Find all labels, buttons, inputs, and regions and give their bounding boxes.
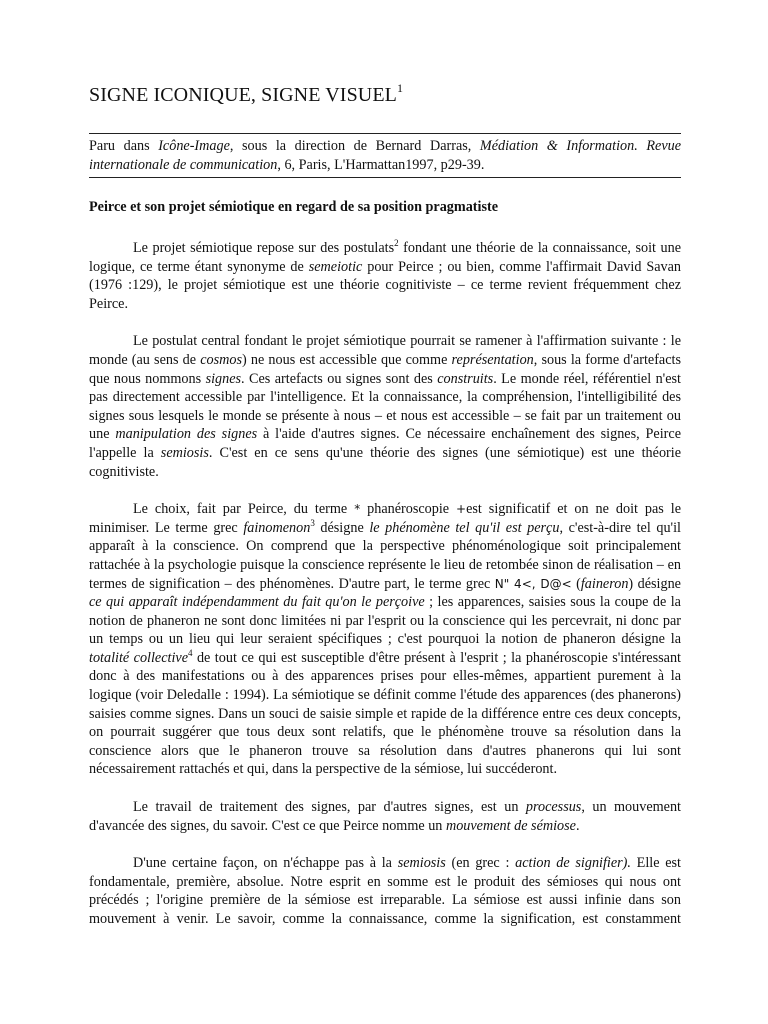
document-page: [89, 82, 681, 929]
publication-info: Paru dans Icône-Image, sous la direction de Bernard Darras, Médiation & Information. Revue internationale de communication, 6, Paris, L'Harmattan1997, p29-39.: [89, 138, 682, 173]
bottom-rule: [89, 177, 681, 178]
footnote-ref-4[interactable]: 4: [188, 647, 193, 658]
section-heading: Peirce et son projet sémiotique en regard de sa position pragmatiste: [89, 199, 499, 215]
paragraph-2: Le postulat central fondant le projet sémiotique pourrait se ramener à l'affirmation suivante : le monde (au sens de cosmos) ne nous est accessible que comme représentation, sous la forme d'artefacts que nous nommons signes. Ces artefacts ou signes sont des construits. Le monde réel, référentiel n'est pas directement accessible par l'intelligence. Et la connaissance, la compréhension, l'intelligibilité des signes sous lesquels le monde se présente à nous – et nous est accessible – se fait par un traitement ou une manipulation des signes à l'aide d'autres signes. Ce nécessaire enchaînement des signes, Peirce l'appelle la semiosis. C'est en ce sens qu'une théorie des signes (une sémiotique) est une théorie cognitiviste.: [89, 333, 682, 480]
paragraph-5: D'une certaine façon, on n'échappe pas à la semiosis (en grec : action de signifier). Elle est fondamentale, première, absolue. Notre esprit en somme est le produit des sémioses qui nous ont précédés ; l'origine première de la sémiose est irreparable. La sémiose est aussi infinie dans son mouvement à venir. Le savoir, comme la connaissance, comme la signification, est constamment: [89, 855, 681, 927]
open-quote-glyph: *: [354, 502, 361, 517]
paragraph-1: Le projet sémiotique repose sur des postulats$^2$ fondant une théorie de la connaissance, soit une logique, ce terme étant synonyme de semeiotic pour Peirce ; ou bien, comme l'affirmait David Savan (1976 :129), le projet sémiotique est une théorie cognitiviste – ce terme revient fréquemment chez Peirce.: [89, 238, 682, 312]
journal-name: Icône-Image: [158, 138, 230, 154]
series-name: Médiation & Information. Revue internationale de communication: [89, 138, 682, 173]
title-text: SIGNE ICONIQUE, SIGNE VISUEL: [89, 84, 397, 106]
footnote-ref-3[interactable]: 3: [310, 517, 315, 528]
paragraph-3: Le choix, fait par Peirce, du terme * phanéroscopie +est significatif et on ne doit pas le minimiser. Le terme grec fainomenon$^3$ désigne le phénomène tel qu'il est perçu, c'est-à-dire tel qu'il apparaît à la conscience. On comprend que la perspective phénoménologique soit principalement rattachée à la psychologie puisque la conscience représente le lieu de retombée sinon de réalisation – en termes de signification – des phénomènes. D'autre part, le terme grec N" 4<, D@< (faineron) désigne ce qui apparaît indépendamment du fait qu'on le perçoive ; les apparences, saisies sous la coupe de la notion de phaneron ne sont donc limitées ni par l'esprit ou la conscience qui les percevrait, ni donc par un temps ou un lieu qui leur seraient spécifiques ; c'est pourquoi la notion de phaneron désigne la totalité collective$^4$ de tout ce qui est susceptible d'être présent à l'esprit ; la phanéroscopie s'intéressant donc à des manifestations ou à des apparences prises pour elles-mêmes, appartient purement à la logique (voir Deledalle : 1994). La sémiotique se définit comme l'étude des apparences (des phanerons) saisies comme signes. Dans un souci de saisie simple et rapide de la différence entre ces deux concepts, on pourrait suggérer que tous deux sont relatifs, que le phénomène trouve sa résolution dans la conscience alors que le phaneron trouve sa résolution dans d'autres phanerons qui lui sont nécessairement rattachés et qui, dans la perspective de la sémiose, lui succéderont.: [89, 501, 681, 778]
greek-word-garbled: N" 4<, D@<: [494, 576, 572, 591]
paragraph-4: Le travail de traitement des signes, par d'autres signes, est un processus, un mouvement d'avancée des signes, du savoir. C'est ce que Peirce nomme un mouvement de sémiose.: [89, 799, 681, 834]
title-footnote-ref[interactable]: 1: [396, 81, 404, 95]
document-title: [89, 82, 681, 108]
close-quote-glyph: +: [456, 502, 467, 517]
footnote-ref-2[interactable]: 2: [394, 238, 399, 248]
